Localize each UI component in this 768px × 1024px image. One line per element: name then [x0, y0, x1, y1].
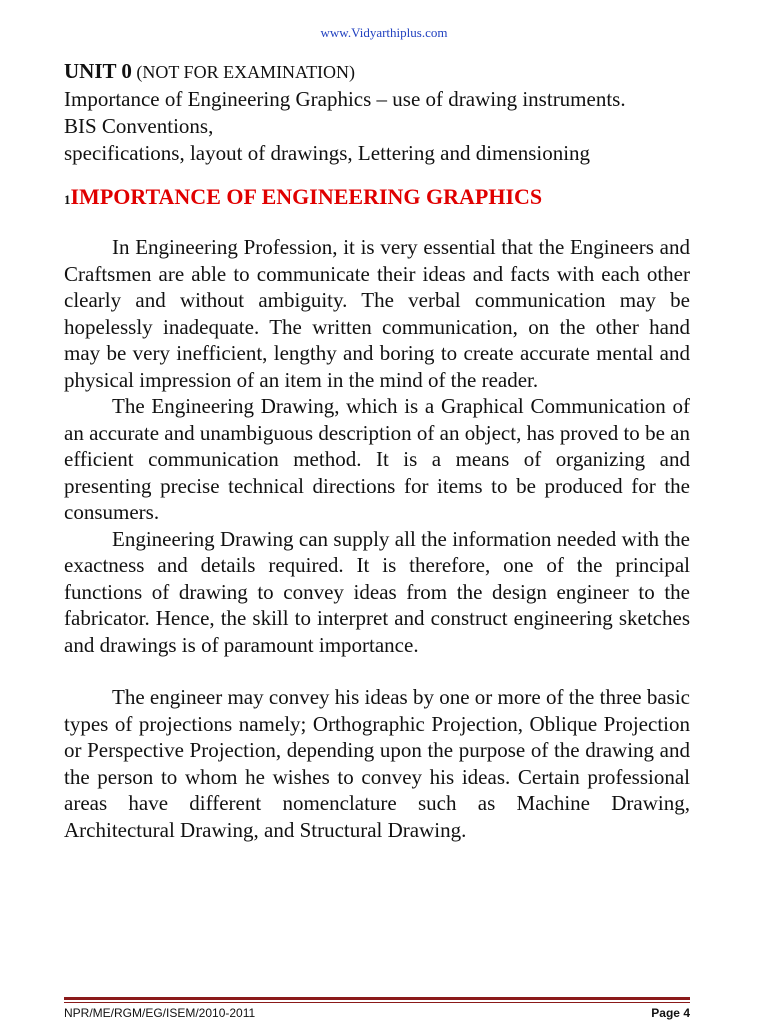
- section-heading: [64, 175, 690, 222]
- footer-course-code: NPR/ME/RGM/EG/ISEM/2010-2011: [64, 1006, 256, 1020]
- unit-heading: [64, 58, 690, 86]
- paragraph-3: Engineering Drawing can supply all the information needed with the exactness and details required. It is therefore, one of the principal functions of drawing to convey ideas from the design engineer to the fabricator. Hence, the skill to interpret and construct engineering sketches and drawings is of paramount importance.: [64, 526, 690, 657]
- unit-topic-line-1: Importance of Engineering Graphics – use of drawing instruments.: [64, 87, 626, 111]
- footer-rule-thin: [64, 1002, 690, 1003]
- footer-page-number: Page 4: [651, 1006, 690, 1020]
- paragraph-2: The Engineering Drawing, which is a Graphical Communication of an accurate and unambiguous description of an object, has proved to be an efficient communication method. It is a means of organizing and presenting precise technical directions for items to be produced for the consumers.: [64, 394, 690, 524]
- unit-label: UNIT 0: [64, 59, 132, 83]
- site-url[interactable]: www.Vidyarthiplus.com: [320, 25, 448, 40]
- paragraph-1: In Engineering Profession, it is very essential that the Engineers and Craftsmen are able to communicate their ideas and facts with each other clearly and without ambiguity. The verbal communication may be hopelessly inadequate. The written communication, on the other hand may be very inefficient, lengthy and boring to create accurate mental and physical impression of an item in the mind of the reader.: [64, 235, 690, 392]
- section-title: IMPORTANCE OF ENGINEERING GRAPHICS: [70, 184, 543, 209]
- unit-topic-line-2: BIS Conventions,: [64, 114, 214, 138]
- unit-note: (NOT FOR EXAMINATION): [131, 62, 356, 82]
- page-content: [64, 58, 690, 843]
- footer-rule-thick: [64, 997, 690, 1000]
- section-number: 1: [64, 192, 71, 207]
- paragraph-4: The engineer may convey his ideas by one or more of the three basic types of projections namely; Orthographic Projection, Oblique Projection or Perspective Projection, depending upon the purpose of the drawing and the person to whom he wishes to convey his ideas. Certain professional areas have different nomenclature such as Machine Drawing, Architectural Drawing, and Structural Drawing.: [64, 685, 690, 842]
- unit-topic-line-3: specifications, layout of drawings, Lettering and dimensioning: [64, 141, 591, 165]
